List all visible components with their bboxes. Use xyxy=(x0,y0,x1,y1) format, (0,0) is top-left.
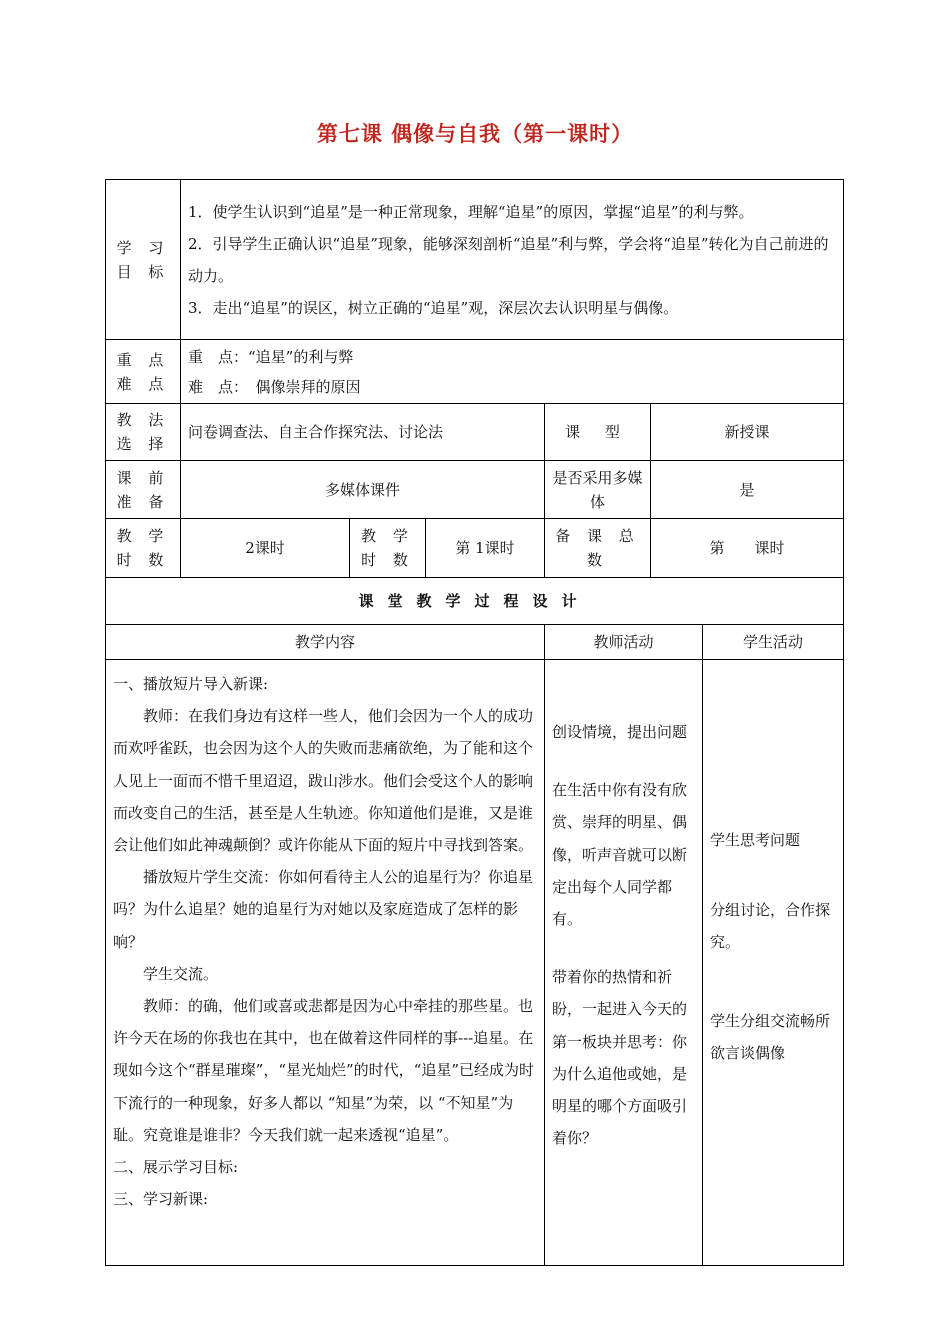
header-row xyxy=(106,625,844,660)
objective-item: 3．走出“追星”的误区，树立正确的“追星”观，深层次去认识明星与偶像。 xyxy=(188,298,679,317)
lesson-plan-table xyxy=(105,179,844,1266)
prep-value: 多媒体课件 xyxy=(181,461,545,519)
process-banner: 课堂教学过程设计 xyxy=(106,578,844,625)
objectives-row xyxy=(106,180,844,340)
media-value: 是 xyxy=(651,461,844,519)
content-paragraph: 教师：的确，他们或喜或悲都是因为心中牵挂的那些星。也许今天在场的你我也在其中，也在做着这件同样的事---追星。在现如今这个“群星璀璨”，“星光灿烂”的时代，“追星”已经成为时下流行的一种现象，好多人都以 “知星”为荣，以 “不知星”为耻。究竟谁是谁非？今天我们就一起来透视“追星”。 xyxy=(113,997,535,1144)
time-label: 教 学 时 数 xyxy=(350,519,426,578)
difficult-point: 难 点： 偶像崇拜的原因 xyxy=(188,377,361,396)
hours-label: 教 学 时 数 xyxy=(106,519,181,578)
methods-value: 问卷调查法、自主合作探究法、讨论法 xyxy=(181,404,545,461)
banner-row xyxy=(106,578,844,625)
objective-item: 2．引导学生正确认识“追星”现象，能够深刻剖析“追星”利与弊，学会将“追星”转化为自己前进的动力。 xyxy=(188,234,829,285)
content-paragraph: 学生交流。 xyxy=(143,964,219,983)
prep-label: 课 前 准 备 xyxy=(106,461,181,519)
type-value: 新授课 xyxy=(651,404,844,461)
methods-label: 教 法 选 择 xyxy=(106,404,181,461)
student-activity xyxy=(703,660,844,1266)
key-point: 重 点：“追星”的利与弊 xyxy=(188,347,354,366)
content-heading: 二、展示学习目标: xyxy=(113,1158,239,1177)
objectives-cell xyxy=(181,180,844,340)
student-activity-item: 学生思考问题 xyxy=(710,831,801,849)
teacher-activity-item: 带着你的热情和祈盼，一起进入今天的第一板块并思考：你为什么追他或她，是明星的哪个方面吸引着你？ xyxy=(552,968,688,1148)
key-points-label: 重 点 难 点 xyxy=(106,340,181,404)
key-points-row xyxy=(106,340,844,404)
content-paragraph: 播放短片学生交流：你如何看待主人公的追星行为？你追星吗？为什么追星？她的追星行为对她以及家庭造成了怎样的影响？ xyxy=(113,868,534,951)
objectives-label: 学 习 目 标 xyxy=(106,180,181,340)
media-label: 是否采用多媒 体 xyxy=(545,461,651,519)
key-points-cell xyxy=(181,340,844,404)
hours-row xyxy=(106,519,844,578)
teacher-activity-item: 创设情境，提出问题 xyxy=(552,723,688,741)
teacher-activity-item: 在生活中你有没有欣赏、崇拜的明星、偶像，听声音就可以断定出每个人同学都有。 xyxy=(552,781,688,929)
header-content: 教学内容 xyxy=(106,625,545,660)
content-heading: 一、播放短片导入新课: xyxy=(113,675,269,693)
objective-item: 1．使学生认识到“追星”是一种正常现象，理解“追星”的原因，掌握“追星”的利与弊。 xyxy=(188,202,754,221)
header-student: 学生活动 xyxy=(703,625,844,660)
page-title: 第七课 偶像与自我（第一课时） xyxy=(316,122,634,146)
student-activity-item: 分组讨论，合作探究。 xyxy=(710,901,831,952)
total-value: 第 课时 xyxy=(651,519,844,578)
time-value: 第 1课时 xyxy=(426,519,545,578)
hours-value: 2课时 xyxy=(181,519,350,578)
header-teacher: 教师活动 xyxy=(545,625,703,660)
content-heading: 三、学习新课: xyxy=(113,1190,209,1209)
methods-row xyxy=(106,404,844,461)
teaching-content xyxy=(106,660,545,1266)
body-row xyxy=(106,660,844,1266)
student-activity-item: 学生分组交流畅所欲言谈偶像 xyxy=(710,1011,831,1062)
type-label: 课 型 xyxy=(545,404,651,461)
prep-row xyxy=(106,461,844,519)
total-label: 备 课 总 数 xyxy=(545,519,651,578)
content-paragraph: 教师：在我们身边有这样一些人，他们会因为一个人的成功而欢呼雀跃，也会因为这个人的失败而悲痛欲绝，为了能和这个人见上一面而不惜千里迢迢，跋山涉水。他们会受这个人的影响而改变自己的生活，甚至是人生轨迹。你知道他们是谁，又是谁会让他们如此神魂颠倒？或许你能从下面的短片中寻找到答案。 xyxy=(113,707,534,855)
teacher-activity xyxy=(545,660,703,1266)
